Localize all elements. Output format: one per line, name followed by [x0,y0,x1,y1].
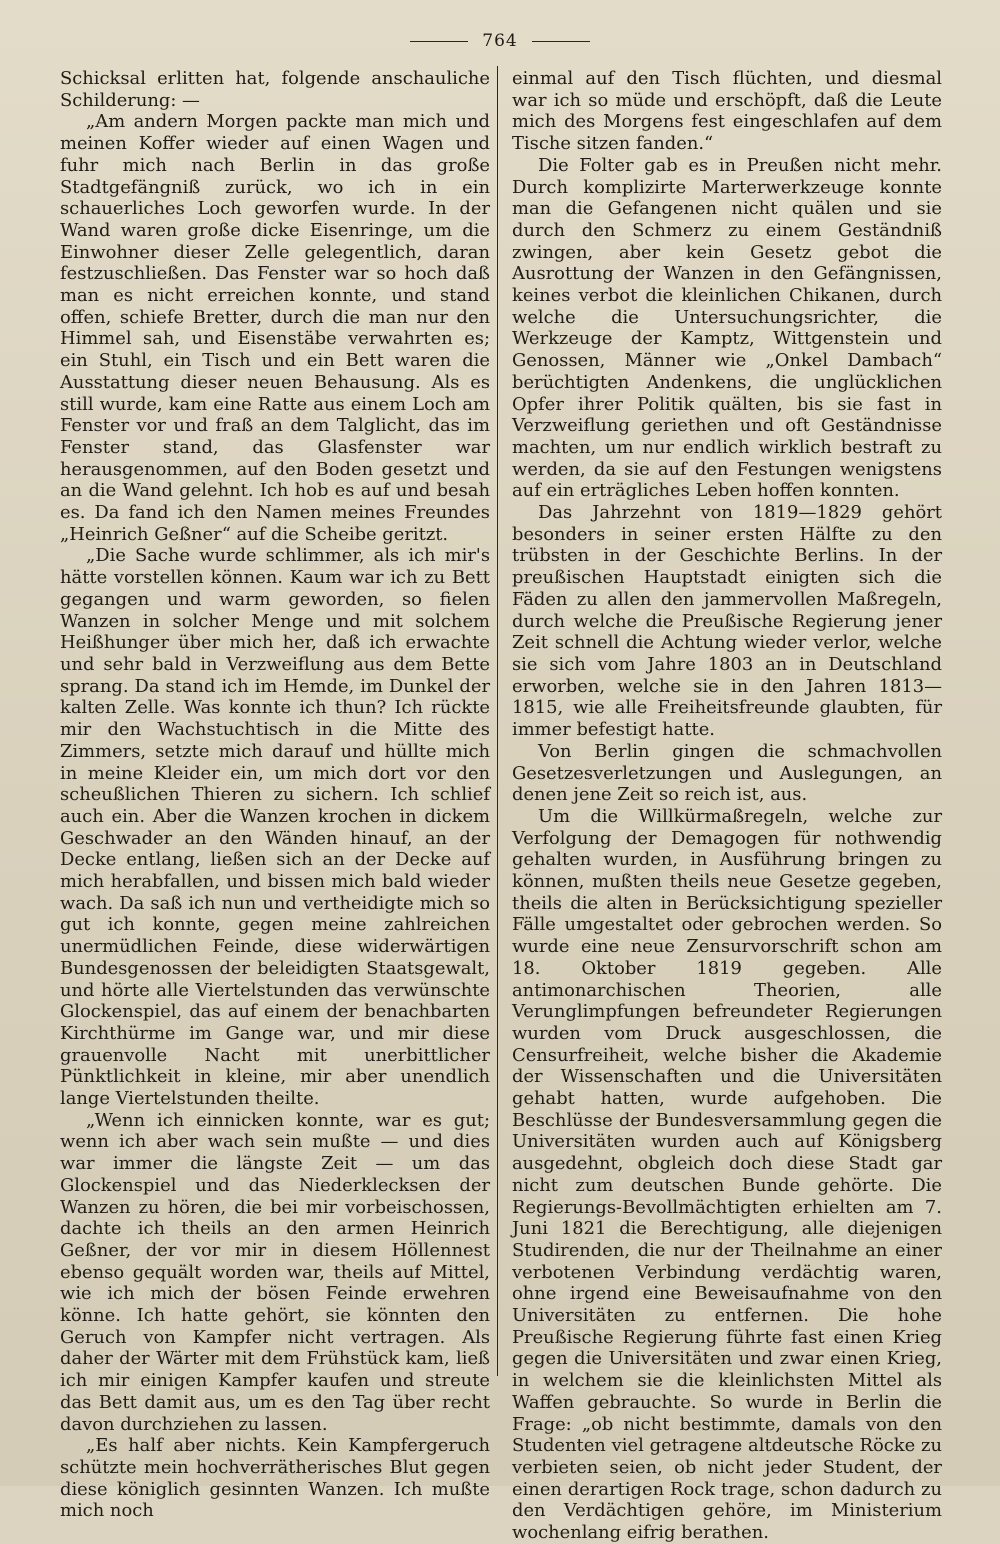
paragraph: „Es half aber nichts. Kein Kampfergeruch schützte mein hochverrätherisches Blut gegen diese königlich gesinnten Wanzen. Ich mußte mich noch [60,1435,490,1522]
paragraph: Die Folter gab es in Preußen nicht mehr. Durch komplizirte Marterwerkzeuge konnte man die Gefangenen nicht quälen und sie durch den Schmerz zu einem Geständniß zwingen, aber kein Gesetz gebot die Ausrottung der Wanzen in den Gefängnissen, keines verbot die kleinlichen Chikanen, durch welche die Untersuchungsrichter, die Werkzeuge der Kamptz, Wittgenstein und Genossen, Männer wie „Onkel Dambach“ berüchtigten Andenkens, die unglücklichen Opfer ihrer Politik quälten, bis sie fast in Verzweiflung geriethen und oft Geständnisse machten, um nur endlich wirklich bestraft zu werden, da sie auf den Festungen wenigstens auf ein erträgliches Leben hoffen konnten. [512,154,942,502]
left-column [60,68,490,1522]
page-header [0,28,1000,54]
paragraph: Von Berlin gingen die schmachvollen Gesetzesverletzungen und Auslegungen, an denen jene Zeit so reich ist, aus. [512,740,942,806]
header-rule-right [532,41,590,42]
column-divider [497,66,498,1376]
paragraph: Das Jahrzehnt von 1819—1829 gehört besonders in seiner ersten Hälfte zu den trübsten in der Geschichte Berlins. In der preußischen Hauptstadt einigten sich die Fäden zu allen den jammervollen Maßregeln, durch welche die Preußische Regierung jener Zeit schnell die Achtung wieder verlor, welche sie sich vom Jahre 1803 an in Deutschland erworben, welche sie in den Jahren 1813—1815, wie alle Freiheitsfreunde glaubten, für immer befestigt hatte. [512,502,942,741]
header-rule-left [410,41,468,42]
page-number: 764 [482,31,518,51]
paragraph: einmal auf den Tisch flüchten, und diesmal war ich so müde und erschöpft, daß die Leute mich des Morgens fest eingeschlafen auf dem Tische sitzen fanden.“ [512,68,942,155]
paragraph: „Wenn ich einnicken konnte, war es gut; wenn ich aber wach sein mußte — und dies war immer die längste Zeit — um das Glockenspiel und das Niederklecksen der Wanzen zu hören, die bei mir vorbeischossen, dachte ich theils an den armen Heinrich Geßner, der vor mir in diesem Höllennest ebenso gequält worden war, theils auf Mittel, wie ich mich der bösen Feinde erwehren könne. Ich hatte gehört, sie könnten den Geruch von Kampfer nicht vertragen. Als daher der Wärter mit dem Frühstück kam, ließ ich mir einigen Kampfer kaufen und streute das Bett damit aus, um es den Tag über recht davon durchziehen zu lassen. [60,1109,490,1435]
paragraph: Um die Willkürmaßregeln, welche zur Verfolgung der Demagogen für nothwendig gehalten wurden, in Ausführung bringen zu können, mußten theils neue Gesetze gegeben, theils die alten in Berücksichtigung spezieller Fälle umgestaltet oder gebrochen werden. So wurde eine neue Zensurvorschrift schon am 18. Oktober 1819 gegeben. Alle antimonarchischen Theorien, alle Verunglimpfungen befreundeter Regierungen wurden vom Druck ausgeschlossen, die Censurfreiheit, welche bisher die Akademie der Wissenschaften und die Universitäten gehabt hatten, wurde aufgehoben. Die Beschlüsse der Bundesversammlung gegen die Universitäten wurden auch auf Königsberg ausgedehnt, obgleich doch diese Stadt gar nicht zum deutschen Bunde gehörte. Die Regierungs-Bevollmächtigten erhielten am 7. Juni 1821 die Berechtigung, alle diejenigen Studirenden, die nur der Theilnahme an einer verbotenen Verbindung verdächtig waren, ohne irgend eine Beweisaufnahme von den Universitäten zu entfernen. Die hohe Preußische Regierung führte fast einen Krieg gegen die Universitäten und zwar einen Krieg, in welchem sie die kleinlichsten Mittel als Waffen gebrauchte. So wurde in Berlin die Frage: „ob nicht bestimmte, damals von den Studenten viel getragene altdeutsche Röcke zu verbieten seien, ob nicht jeder Student, der einen derartigen Rock trage, schon dadurch zu den Verdächtigen gehöre, im Ministerium wochenlang eifrig berathen. [512,805,942,1544]
paragraph: „Am andern Morgen packte man mich und meinen Koffer wieder auf einen Wagen und fuhr mich nach Berlin in das große Stadtgefängniß zurück, wo ich in ein schauerliches Loch geworfen wurde. In der Wand waren große dicke Eisenringe, um die Einwohner dieser Zelle gelegentlich, daran festzuschließen. Das Fenster war so hoch daß man es nicht erreichen konnte, und stand offen, schiefe Bretter, durch die man nur den Himmel sah, und Eisenstäbe verwahrten es; ein Stuhl, ein Tisch und ein Bett waren die Ausstattung dieser neuen Behausung. Als es still wurde, kam eine Ratte aus einem Loch am Fenster vor und fraß an dem Talglicht, das im Fenster stand, das Glasfenster war herausgenommen, auf den Boden gesetzt und an die Wand gelehnt. Ich hob es auf und besah es. Da fand ich den Namen meines Freundes „Heinrich Geßner“ auf die Scheibe geritzt. [60,111,490,545]
paragraph: Schicksal erlitten hat, folgende anschauliche Schilderung: — [60,68,490,111]
right-column [512,68,942,1544]
paragraph: „Die Sache wurde schlimmer, als ich mir's hätte vorstellen können. Kaum war ich zu Bett gegangen und warm geworden, so fielen Wanzen in solcher Menge und mit solchem Heißhunger über mich her, daß ich erwachte und sehr bald in Verzweiflung aus dem Bette sprang. Da stand ich im Hemde, im Dunkel der kalten Zelle. Was konnte ich thun? Ich rückte mir den Wachstuchtisch in die Mitte des Zimmers, setzte mich darauf und hüllte mich in meine Kleider ein, um mich dort vor den scheußlichen Thieren zu sichern. Ich schlief auch ein. Aber die Wanzen krochen in dickem Geschwader an den Wänden hinauf, an der Decke entlang, ließen sich an der Decke auf mich herabfallen, und bissen mich bald wieder wach. Da saß ich nun und vertheidigte mich so gut ich konnte, gegen meine zahlreichen unermüdlichen Feinde, diese widerwärtigen Bundesgenossen der beleidigten Staatsgewalt, und hörte alle Viertelstunden das verwünschte Glockenspiel, das auf einem der benachbarten Kirchthürme im Gange war, und mir diese grauenvolle Nacht mit unerbittlicher Pünktlichkeit in kleine, mir aber unendlich lange Viertelstunden theilte. [60,545,490,1110]
